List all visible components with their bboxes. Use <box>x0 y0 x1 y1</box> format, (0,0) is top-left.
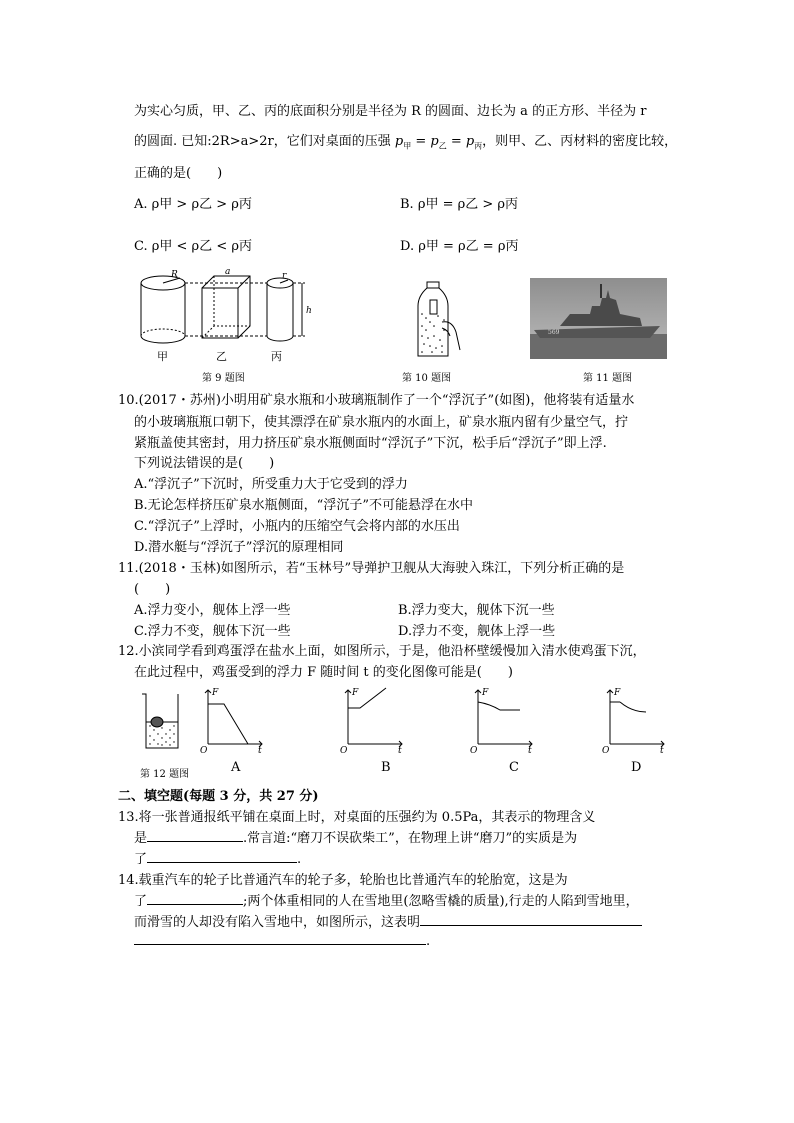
graph-b-axis-f: F <box>352 688 359 698</box>
q13-blank-1[interactable] <box>147 829 243 842</box>
q13-line3-end: . <box>297 852 302 867</box>
q9-option-c[interactable]: C. ρ甲 < ρ乙 < ρ丙 <box>134 239 252 254</box>
q11-option-a[interactable]: A.浮力变小，舰体上浮一些 <box>134 603 291 618</box>
q11-option-c[interactable]: C.浮力不变，舰体下沉一些 <box>134 624 291 639</box>
graph-a-origin: O <box>200 746 208 756</box>
q10-option-d[interactable]: D.潜水艇与“浮沉子”浮沉的原理相同 <box>134 540 344 555</box>
fig10-caption: 第 10 题图 <box>402 373 452 384</box>
q12-caption: 第 12 题图 <box>140 769 190 780</box>
fig9-diagram <box>130 268 320 366</box>
q9-line1: 为实心匀质，甲、乙、丙的底面积分别是半径为 R 的圆面、边长为 a 的正方形、半径为 r <box>134 104 647 119</box>
q9-line2-tail: ，则甲、乙、丙材料的密度比较， <box>482 134 678 149</box>
graph-a <box>200 686 268 754</box>
q14-line2 <box>134 890 639 909</box>
graph-d-label[interactable]: D <box>631 760 642 775</box>
q14-line2-end: ;两个体重相同的人在雪地里(忽略雪橇的质量),行走的人陷到雪地里， <box>243 894 639 909</box>
graph-c-origin: O <box>470 746 478 756</box>
fig9-label-a: a <box>225 267 231 277</box>
fig9-caption: 第 9 题图 <box>202 373 245 384</box>
q10-line3: 紧瓶盖使其密封，用力挤压矿泉水瓶侧面时“浮沉子”下沉，松手后“浮沉子”即上浮. <box>134 436 607 451</box>
graph-b-axis-t: t <box>398 746 402 756</box>
q14-blank-2[interactable] <box>420 913 642 926</box>
q14-line4 <box>134 932 430 949</box>
q11-option-d[interactable]: D.浮力不变，舰体上浮一些 <box>398 624 556 639</box>
graph-b-origin: O <box>340 746 348 756</box>
q14-blank-1[interactable] <box>147 892 243 905</box>
graph-c-axis-f: F <box>482 688 489 698</box>
graph-a-axis-f: F <box>212 688 219 698</box>
graph-c <box>470 686 538 754</box>
q9-eq2: = p <box>446 134 475 149</box>
q9-p: p <box>394 134 404 149</box>
q13-line3 <box>134 848 301 867</box>
graph-d <box>602 686 670 754</box>
graph-c-axis-t: t <box>528 746 532 756</box>
fig9-label-r: r <box>282 271 287 281</box>
q9-option-a[interactable]: A. ρ甲 > ρ乙 > ρ丙 <box>134 197 252 212</box>
fig9-label-h: h <box>306 306 312 316</box>
q13-line2 <box>134 827 577 846</box>
q13-blank-2[interactable] <box>147 850 297 863</box>
q14-blank-3[interactable] <box>134 932 426 945</box>
q13-line2-start: 是 <box>134 831 148 846</box>
fig9-label-bing: 丙 <box>271 350 282 363</box>
graph-b <box>340 686 408 754</box>
graph-a-axis-t: t <box>258 746 262 756</box>
q11-line1: 11.(2018・玉林)如图所示，若“玉林号”导弹护卫舰从大海驶入珠江，下列分析正确的是 <box>118 561 625 576</box>
graph-d-axis-t: t <box>660 746 664 756</box>
q10-option-b[interactable]: B.无论怎样挤压矿泉水瓶侧面，“浮沉子”不可能悬浮在水中 <box>134 498 473 513</box>
q9-option-d[interactable]: D. ρ甲 = ρ乙 = ρ丙 <box>400 239 519 254</box>
graph-b-label[interactable]: B <box>381 760 391 775</box>
q9-eq1: = p <box>411 134 439 149</box>
q13-line3-start: 了 <box>134 852 148 867</box>
q10-option-a[interactable]: A.“浮沉子”下沉时，所受重力大于它受到的浮力 <box>134 477 408 492</box>
q14-line3 <box>134 911 642 930</box>
q12-beaker-diagram <box>140 690 182 755</box>
q10-line1: 10.(2017・苏州)小明用矿泉水瓶和小玻璃瓶制作了一个“浮沉子”(如图)，他将装有适量水 <box>118 393 635 408</box>
q14-line2-start: 了 <box>134 894 148 909</box>
q10-option-c[interactable]: C.“浮沉子”上浮时，小瓶内的压缩空气会将内部的水压出 <box>134 519 460 534</box>
q14-line1: 14.载重汽车的轮子比普通汽车的轮子多，轮胎也比普通汽车的轮胎宽，这是为 <box>118 873 568 888</box>
q9-sub-jia: 甲 <box>403 141 412 151</box>
fig9-label-R: R <box>171 270 178 280</box>
graph-c-label[interactable]: C <box>509 760 519 775</box>
q12-line2: 在此过程中，鸡蛋受到的浮力 F 随时间 t 的变化图像可能是( ) <box>134 665 513 680</box>
q9-option-b[interactable]: B. ρ甲 = ρ乙 > ρ丙 <box>400 197 519 212</box>
q10-line4: 下列说法错误的是( ) <box>134 456 275 471</box>
q13-line1: 13.将一张普通报纸平铺在桌面上时，对桌面的压强约为 0.5Pa，其表示的物理含义 <box>118 810 596 825</box>
fig9-label-yi: 乙 <box>216 350 227 363</box>
ship-number: 569 <box>548 329 560 336</box>
q14-line4-end: . <box>426 934 431 949</box>
q10-line2: 的小玻璃瓶瓶口朝下，使其漂浮在矿泉水瓶内的水面上，矿泉水瓶内留有少量空气，拧 <box>134 415 629 430</box>
q9-line2-text: 的圆面. 已知:2R>a>2r，它们对桌面的压强 <box>134 134 391 149</box>
section2-title: 二、填空题(每题 3 分，共 27 分) <box>118 789 319 804</box>
fig11-ship-photo <box>530 278 667 359</box>
graph-d-origin: O <box>602 746 610 756</box>
q11-line2: ( ) <box>134 582 171 597</box>
q9-line3: 正确的是( ) <box>134 166 223 181</box>
q9-sub-bing: 丙 <box>474 141 483 151</box>
q13-line2-end: .常言道:“磨刀不误砍柴工”，在物理上讲“磨刀”的实质是为 <box>243 831 578 846</box>
fig10-bottle-diagram <box>412 280 462 360</box>
graph-d-axis-f: F <box>614 688 621 698</box>
q14-line3-text: 而滑雪的人却没有陷入雪地中，如图所示，这表明 <box>134 915 421 930</box>
q9-sub-yi: 乙 <box>438 141 447 151</box>
q9-line2 <box>134 130 677 152</box>
q12-line1: 12.小滨同学看到鸡蛋浮在盐水上面，如图所示，于是，他沿杯壁缓慢加入清水使鸡蛋下沉， <box>118 644 646 659</box>
fig11-caption: 第 11 题图 <box>583 373 633 384</box>
fig9-label-jia: 甲 <box>157 350 168 363</box>
graph-a-label[interactable]: A <box>231 760 241 775</box>
q11-option-b[interactable]: B.浮力变大，舰体下沉一些 <box>398 603 555 618</box>
